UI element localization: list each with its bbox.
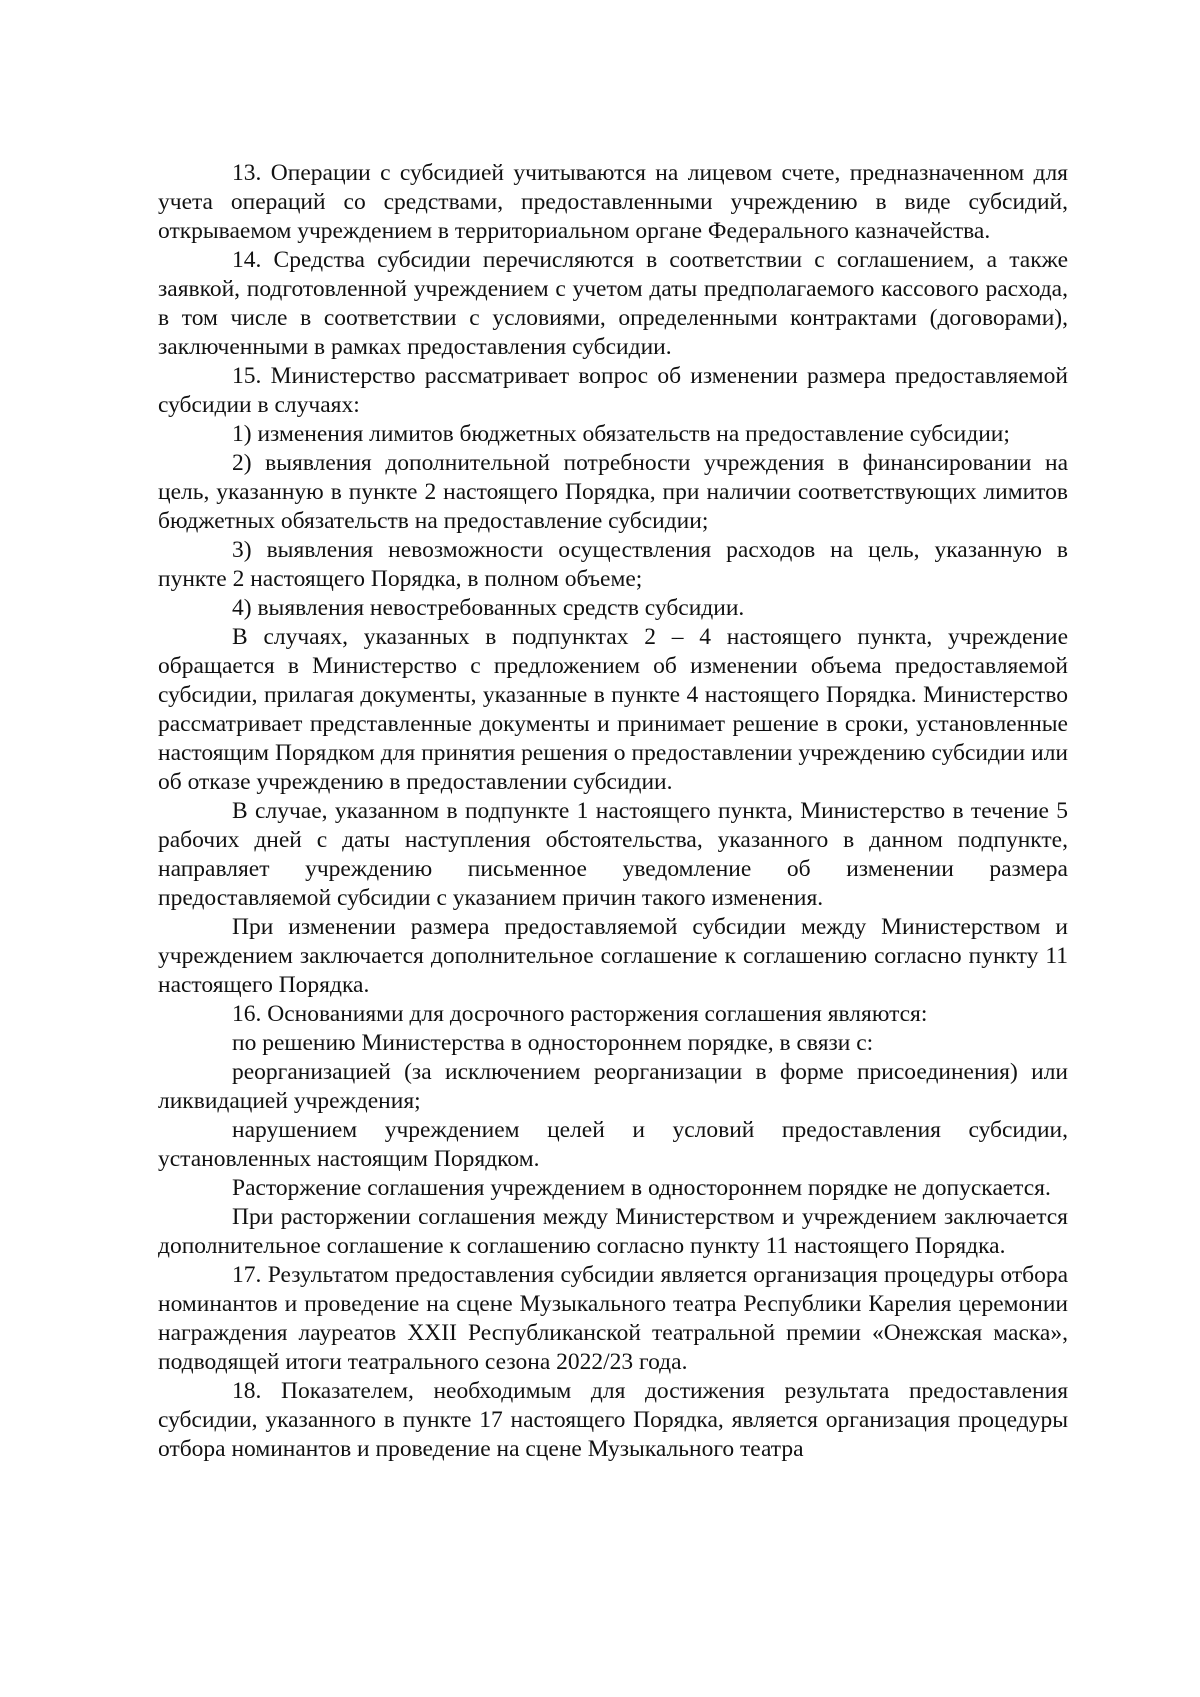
paragraph-16-unilateral: по решению Министерства в одностороннем порядке, в связи с: [232, 1030, 874, 1056]
paragraph-15-item-3: 3) выявления невозможности осуществления расходов на цель, указанную в пункте 2 настоящего Порядка, в полном объеме; [158, 537, 1068, 592]
paragraph-16-termination: При расторжении соглашения между Министерством и учреждением заключается дополнительное соглашение к соглашению согласно пункту 11 настоящего Порядка. [158, 1204, 1068, 1259]
paragraph-15-item-2: 2) выявления дополнительной потребности учреждения в финансировании на цель, указанную в пункте 2 настоящего Порядка, при наличии соответствующих лимитов бюджетных обязательств на предоставление субсидии; [158, 450, 1068, 534]
paragraph-16-reorganization: реорганизацией (за исключением реорганизации в форме присоединения) или ликвидацией учреждения; [158, 1059, 1068, 1114]
paragraph-15: 15. Министерство рассматривает вопрос об изменении размера предоставляемой субсидии в случаях: [158, 363, 1068, 418]
paragraph-16-not-allowed: Расторжение соглашения учреждением в одностороннем порядке не допускается. [232, 1175, 1051, 1201]
document-page [158, 159, 1068, 1464]
paragraph-17: 17. Результатом предоставления субсидии является организация процедуры отбора номинантов и проведение на сцене Музыкального театра Республики Карелия церемонии награждения лауреатов XXII Республиканской театральной премии «Онежская маска», подводящей итоги театрального сезона 2022/23 года. [158, 1262, 1068, 1375]
paragraph-15-change: При изменении размера предоставляемой субсидии между Министерством и учреждением заключается дополнительное соглашение к соглашению согласно пункту 11 настоящего Порядка. [158, 914, 1068, 998]
paragraph-15-case-1: В случае, указанном в подпункте 1 настоящего пункта, Министерство в течение 5 рабочих дней с даты наступления обстоятельства, указанного в данном подпункте, направляет учреждению письменное уведомление об изменении размера предоставляемой субсидии с указанием причин такого изменения. [158, 798, 1068, 911]
paragraph-13: 13. Операции с субсидией учитываются на лицевом счете, предназначенном для учета операций со средствами, предоставленными учреждению в виде субсидий, открываемом учреждением в территориальном органе Федерального казначейства. [158, 160, 1068, 244]
paragraph-15-item-1: 1) изменения лимитов бюджетных обязательств на предоставление субсидии; [232, 421, 1010, 447]
paragraph-15-item-4: 4) выявления невостребованных средств субсидии. [232, 595, 745, 621]
paragraph-15-cases: В случаях, указанных в подпунктах 2 – 4 настоящего пункта, учреждение обращается в Министерство с предложением об изменении объема предоставляемой субсидии, прилагая документы, указанные в пункте 4 настоящего Порядка. Министерство рассматривает представленные документы и принимает решение в сроки, установленные настоящим Порядком для принятия решения о предоставлении учреждению субсидии или об отказе учреждению в предоставлении субсидии. [158, 624, 1068, 795]
paragraph-14: 14. Средства субсидии перечисляются в соответствии с соглашением, а также заявкой, подготовленной учреждением с учетом даты предполагаемого кассового расхода, в том числе в соответствии с условиями, определенными контрактами (договорами), заключенными в рамках предоставления субсидии. [158, 247, 1068, 360]
paragraph-18: 18. Показателем, необходимым для достижения результата предоставления субсидии, указанного в пункте 17 настоящего Порядка, является организация процедуры отбора номинантов и проведение на сцене Музыкального театра [158, 1378, 1068, 1462]
paragraph-16-violation: нарушением учреждением целей и условий предоставления субсидии, установленных настоящим Порядком. [158, 1117, 1068, 1172]
paragraph-16: 16. Основаниями для досрочного расторжения соглашения являются: [232, 1001, 928, 1027]
